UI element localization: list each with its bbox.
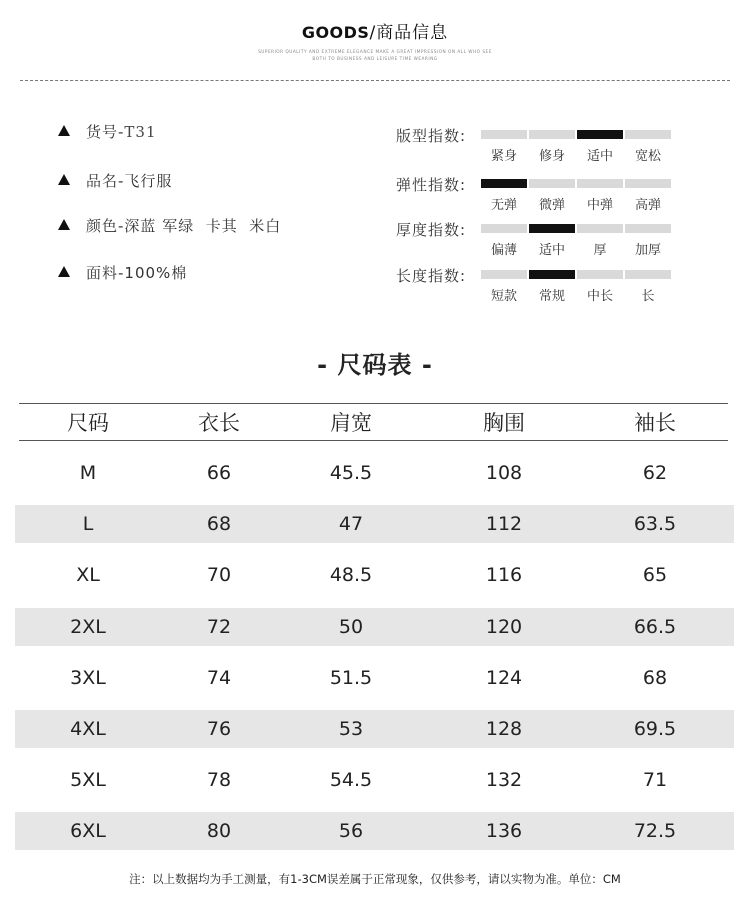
index-option-label: 高弹: [634, 198, 661, 213]
table-value-cell: 136: [485, 820, 523, 842]
table-value-cell: 120: [485, 616, 523, 638]
table-value-cell: 80: [206, 820, 232, 842]
footnote: 注：以上数据均为手工测量，有1-3CM误差属于正常现象，仅供参考，请以实物为准。单位：CM: [129, 872, 621, 886]
table-header-cell: 衣长: [198, 411, 240, 435]
index-option-label: 无弹: [490, 198, 517, 213]
info-item-fabric: [58, 262, 187, 283]
table-value-cell: 47: [338, 513, 364, 535]
index-label: 版型指数:: [396, 127, 467, 145]
index-option-label: 常规: [538, 289, 565, 304]
table-size-cell: 3XL: [70, 667, 106, 689]
index-option-label: 短款: [490, 289, 517, 304]
table-value-cell: 54.5: [329, 769, 373, 791]
index-segment: [481, 130, 527, 139]
index-segment-selected: [577, 130, 623, 139]
table-value-cell: 108: [485, 462, 523, 484]
table-value-cell: 51.5: [329, 667, 373, 689]
header-subtitle-line2: BOTH TO BUSINESS AND LEISURE TIME WEARING: [312, 56, 438, 62]
table-value-cell: 116: [485, 564, 523, 586]
index-segment: [529, 179, 575, 188]
table-size-cell: 6XL: [70, 820, 106, 842]
index-label: 长度指数:: [396, 267, 467, 285]
table-size-cell: M: [79, 462, 97, 484]
table-value-cell: 74: [206, 667, 232, 689]
table-header-cell: 袖长: [634, 411, 676, 435]
table-row-shade: [15, 710, 734, 748]
info-value: 深蓝 军绿 卡其 米白: [124, 217, 282, 235]
table-size-cell: 4XL: [70, 718, 106, 740]
info-value: 100%棉: [124, 264, 188, 282]
index-option-label: 适中: [586, 149, 613, 164]
index-segment: [625, 270, 671, 279]
header-subtitle-line1: SUPERIOR QUALITY AND EXTREME ELEGANCE MAKE A GREAT IMPRESSION ON ALL WHO SEE: [258, 50, 492, 56]
header-title-sep: /: [369, 23, 377, 43]
table-size-cell: 2XL: [70, 616, 106, 638]
table-top-rule: [19, 403, 728, 404]
table-value-cell: 132: [485, 769, 523, 791]
index-segment: [625, 130, 671, 139]
table-value-cell: 68: [642, 667, 668, 689]
info-item-color: [58, 215, 281, 236]
index-segment: [481, 224, 527, 233]
table-value-cell: 56: [338, 820, 364, 842]
table-value-cell: 69.5: [633, 718, 677, 740]
index-label: 弹性指数:: [396, 176, 467, 194]
info-label: 品名-: [86, 172, 125, 190]
table-value-cell: 76: [206, 718, 232, 740]
dashed-divider: [20, 80, 730, 81]
index-option-label: 微弹: [538, 198, 565, 213]
goods-header: [0, 18, 750, 63]
table-value-cell: 65: [642, 564, 668, 586]
table-header-rule: [19, 440, 728, 441]
table-header-cell: 尺码: [67, 411, 109, 435]
info-label: 货号-: [86, 123, 125, 141]
index-option-label: 中长: [586, 289, 613, 304]
table-row-shade: [15, 505, 734, 543]
table-size-cell: XL: [76, 564, 100, 586]
table-value-cell: 78: [206, 769, 232, 791]
index-option-label: 修身: [538, 149, 565, 164]
table-value-cell: 128: [485, 718, 523, 740]
index-option-label: 偏薄: [490, 243, 517, 258]
info-value: 飞行服: [124, 172, 173, 190]
table-value-cell: 68: [206, 513, 232, 535]
index-segment: [529, 130, 575, 139]
triangle-icon: [58, 174, 70, 185]
table-value-cell: 72.5: [633, 820, 677, 842]
header-title-cn: 商品信息: [376, 23, 449, 43]
table-value-cell: 48.5: [329, 564, 373, 586]
index-segment: [625, 179, 671, 188]
table-header-cell: 肩宽: [330, 411, 372, 435]
triangle-icon: [58, 266, 70, 277]
size-table-title: - 尺码表 -: [317, 351, 433, 379]
header-subtitle: [19, 49, 732, 62]
index-segment-selected: [529, 270, 575, 279]
table-row-shade: [15, 812, 734, 850]
table-value-cell: 72: [206, 616, 232, 638]
header-title: [0, 18, 750, 43]
table-value-cell: 70: [206, 564, 232, 586]
index-segment: [577, 224, 623, 233]
index-option-label: 厚: [593, 243, 607, 258]
table-value-cell: 66.5: [633, 616, 677, 638]
table-value-cell: 62: [642, 462, 668, 484]
table-value-cell: 63.5: [633, 513, 677, 535]
info-item-name: [58, 170, 172, 191]
info-label: 颜色-: [86, 217, 125, 235]
index-segment-selected: [481, 179, 527, 188]
table-header-cell: 胸围: [483, 411, 525, 435]
triangle-icon: [58, 125, 70, 136]
index-option-label: 中弹: [586, 198, 613, 213]
table-size-cell: L: [82, 513, 94, 535]
table-size-cell: 5XL: [70, 769, 106, 791]
index-segment: [481, 270, 527, 279]
index-label: 厚度指数:: [396, 221, 467, 239]
index-segment: [577, 270, 623, 279]
index-option-label: 长: [641, 289, 655, 304]
table-value-cell: 53: [338, 718, 364, 740]
info-label: 面料-: [86, 264, 125, 282]
index-segment: [577, 179, 623, 188]
table-value-cell: 66: [206, 462, 232, 484]
table-value-cell: 124: [485, 667, 523, 689]
index-segment-selected: [529, 224, 575, 233]
triangle-icon: [58, 219, 70, 230]
table-value-cell: 112: [485, 513, 523, 535]
header-title-en: GOODS: [301, 23, 370, 42]
index-option-label: 加厚: [634, 243, 661, 258]
index-segment: [625, 224, 671, 233]
index-option-label: 适中: [538, 243, 565, 258]
table-value-cell: 45.5: [329, 462, 373, 484]
table-value-cell: 50: [338, 616, 364, 638]
index-option-label: 紧身: [490, 149, 517, 164]
info-value: T31: [124, 123, 157, 141]
table-row-shade: [15, 608, 734, 646]
info-item-code: [58, 121, 157, 142]
table-value-cell: 71: [642, 769, 668, 791]
index-option-label: 宽松: [634, 149, 661, 164]
